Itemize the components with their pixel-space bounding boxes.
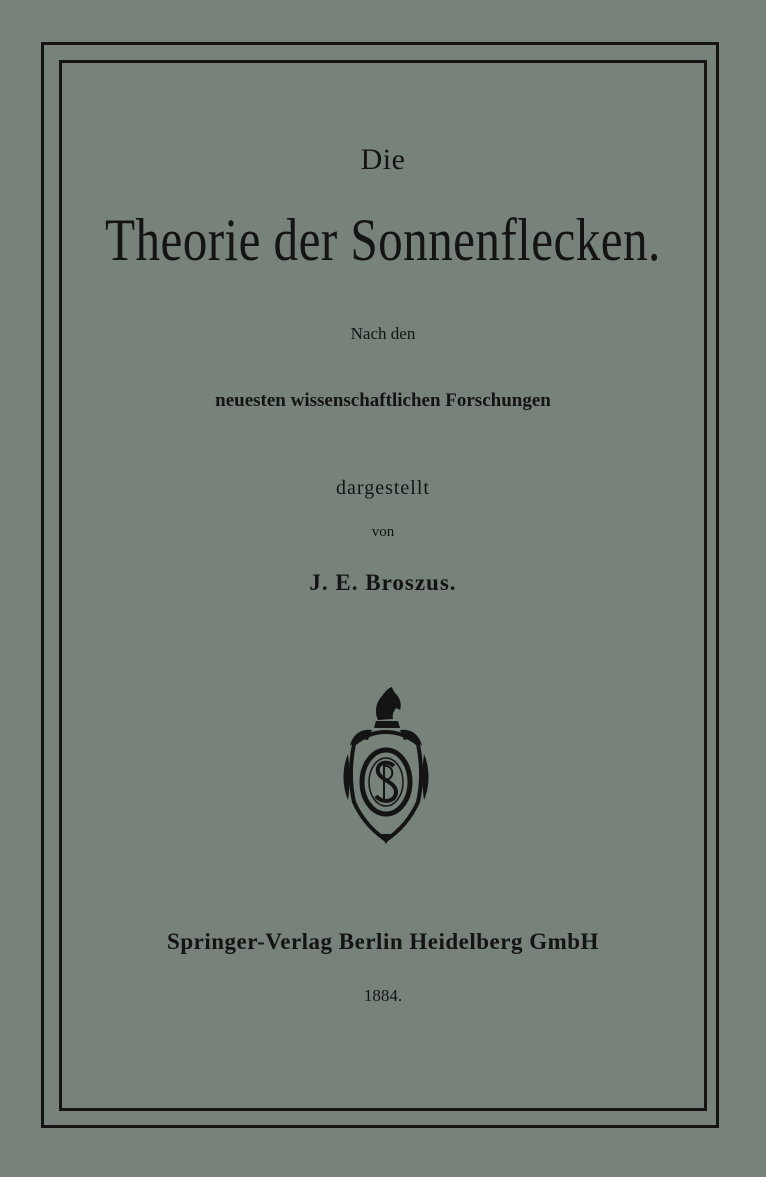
by-line: von xyxy=(371,524,395,540)
publisher-name: Springer-Verlag Berlin Heidelberg GmbH xyxy=(167,929,599,954)
subtitle-line-2: neuesten wissenschaftlichen Forschungen xyxy=(215,390,551,411)
book-title-text: Theorie der Sonnenflecken. xyxy=(105,207,661,273)
book-title xyxy=(0,205,766,275)
publication-year: 1884. xyxy=(363,986,403,1005)
title-prefix: Die xyxy=(360,143,406,176)
springer-knight-emblem-icon xyxy=(340,684,432,846)
subtitle-line-1: Nach den xyxy=(350,324,416,343)
subtitle-line-3: dargestellt xyxy=(336,477,430,499)
author-name: J. E. Broszus. xyxy=(309,570,457,595)
